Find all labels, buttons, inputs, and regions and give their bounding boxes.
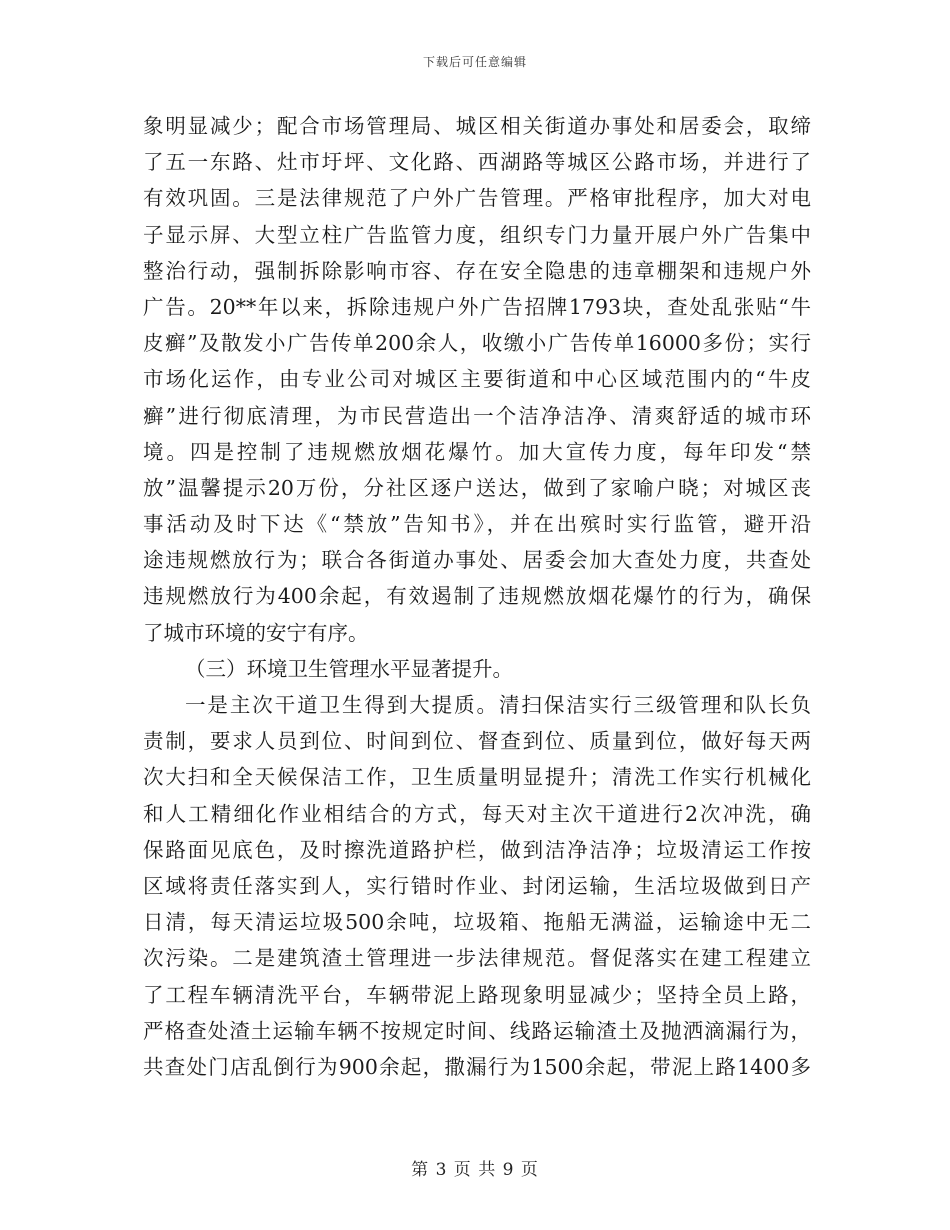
body-line: 整治行动，强制拆除影响市容、存在安全隐患的违章棚架和违规户外 [143,258,811,283]
body-line: 一是主次干道卫生得到大提质。清扫保洁实行三级管理和队长负 [185,693,811,717]
body-line: 广告。20**年以来，拆除违规户外广告招牌1793块，查处乱张贴“牛 [143,294,811,319]
body-line: 象明显减少；配合市场管理局、城区相关街道办事处和居委会，取缔 [143,114,811,138]
body-line: 保路面见底色，及时擦洗道路护栏，做到洁净洁净；垃圾清运工作按 [143,837,811,862]
body-line: 了工程车辆清洗平台，车辆带泥上路现象明显减少；坚持全员上路， [143,982,811,1007]
body-line: 子显示屏、大型立柱广告监管力度，组织专门力量开展户外广告集中 [143,222,811,247]
body-line: 有效巩固。三是法律规范了户外广告管理。严格审批程序，加大对电 [143,186,811,211]
body-line: 途违规燃放行为；联合各街道办事处、居委会加大查处力度，共查处 [143,548,811,573]
body-line: 区域将责任落实到人，实行错时作业、封闭运输，生活垃圾做到日产 [143,873,811,898]
body-line: 共查处门店乱倒行为900余起，撒漏行为1500余起，带泥上路1400多 [143,1054,811,1079]
body-line: 次污染。二是建筑渣土管理进一步法律规范。督促落实在建工程建立 [143,946,811,971]
page-header: 下载后可任意编辑 [422,55,527,69]
body-line: 皮癣”及散发小广告传单200余人，收缴小广告传单16000多份；实行 [143,331,811,356]
body-line: 日清，每天清运垃圾500余吨，垃圾箱、拖船无满溢，运输途中无二 [143,910,811,935]
body-line: 癣”进行彻底清理，为市民营造出一个洁净洁净、清爽舒适的城市环 [143,403,811,428]
body-line: 事活动及时下达《“禁放”告知书》，并在出殡时实行监管，避开沿 [143,512,811,537]
section-heading: （三）环境卫生管理水平显著提升。 [185,656,513,681]
page-number: 第 3 页 共 9 页 [411,1160,539,1180]
body-line: 境。四是控制了违规燃放烟花爆竹。加大宣传力度，每年印发“禁 [143,439,811,464]
document-body [143,108,811,1085]
body-line: 责制，要求人员到位、时间到位、督查到位、质量到位，做好每天两 [143,729,811,754]
body-line: 放”温馨提示20万份，分社区逐户送达，做到了家喻户晓；对城区丧 [143,475,811,500]
body-line: 违规燃放行为400余起，有效遏制了违规燃放烟花爆竹的行为，确保 [143,584,811,609]
body-line: 严格查处渣土运输车辆不按规定时间、线路运输渣土及抛洒滴漏行为， [143,1018,811,1043]
body-line: 了城市环境的安宁有序。 [143,620,369,645]
body-line: 次大扫和全天候保洁工作，卫生质量明显提升；清洗工作实行机械化 [143,765,811,790]
body-line: 了五一东路、灶市圩坪、文化路、西湖路等城区公路市场，并进行了 [143,150,811,175]
body-line: 和人工精细化作业相结合的方式，每天对主次干道进行2次冲洗，确 [143,801,811,826]
body-line: 市场化运作，由专业公司对城区主要街道和中心区域范围内的“牛皮 [143,367,811,392]
